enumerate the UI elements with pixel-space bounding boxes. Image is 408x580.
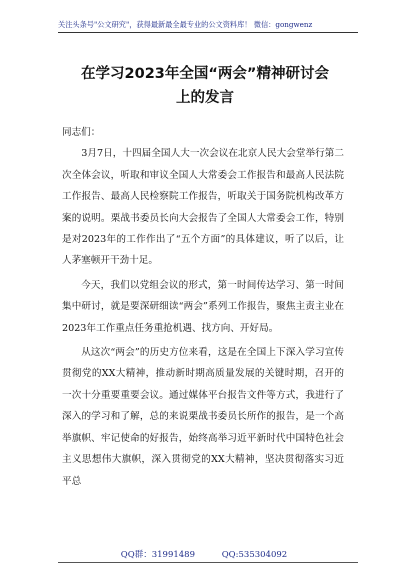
footer-qq-group: QQ群：31991489 bbox=[120, 550, 195, 560]
paragraph-3: 从这次“两会”的历史方位来看，这是在全国上下深入学习宣传贯彻党的XX大精神，推动新时期高质量发展的关键时期，召开的一次十分重要重要会议。通过媒体平台报告文件等方式，我进行了深入的学习和了解，总的来说栗战书委员长所作的报告，是一个高举旗帜、牢记使命的好报告，始终高举习近平新时代中国特色社会主义思想伟大旗帜，深入贯彻党的XX大精神，坚决贯彻落实习近平总 bbox=[62, 347, 344, 487]
footer-qq: QQ:535304092 bbox=[221, 550, 288, 560]
paragraph-1: 3月7日，十四届全国人大一次会议在北京人民大会堂举行第二次全体会议，听取和审议全国人大常委会工作报告和最高人民法院工作报告、最高人民检察院工作报告，听取关于国务院机构改革方案的说明。栗战书委员长向大会报告了全国人大常委会工作，特别是对2023年的工作作出了“五个方面”的具体建议，听了以后，让人茅塞顿开干劲十足。 bbox=[62, 148, 344, 267]
salutation: 同志们： bbox=[62, 127, 101, 138]
header-divider bbox=[58, 32, 358, 33]
footer-divider bbox=[58, 562, 358, 563]
page-footer bbox=[0, 548, 408, 560]
document-body bbox=[62, 122, 344, 492]
title-line-2: 上的发言 bbox=[176, 90, 234, 106]
paragraph-2: 今天，我们以党组会议的形式，第一时间传达学习、第一时间集中研讨，就是要深研细读“两会”系列工作报告，聚焦主责主业在2023年工作重点任务重抢机遇、找方向、开好局。 bbox=[62, 279, 344, 334]
document-title bbox=[60, 62, 350, 110]
page-header-note: 关注头条号"公文研究"，获得最新最全最专业的公文资料库！ 微信：gongwenz bbox=[58, 20, 313, 29]
title-line-1: 在学习2023年全国“两会”精神研讨会 bbox=[81, 66, 329, 82]
